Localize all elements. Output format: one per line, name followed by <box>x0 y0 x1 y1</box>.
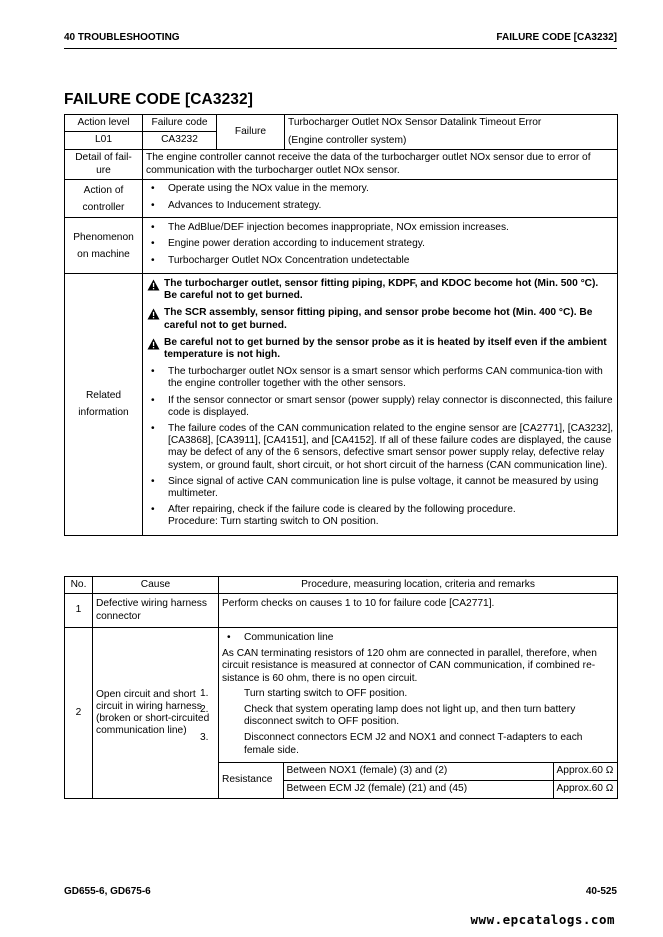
procedure-step <box>200 704 614 728</box>
warning-2 <box>146 307 614 331</box>
row-number: 1 <box>65 594 93 628</box>
warning-text: Be careful not to get burned by the sensor probe as it is heated by itself even if the ambient temperature is not high. <box>164 336 607 361</box>
header-code: FAILURE CODE [CA3232] <box>496 32 617 43</box>
phenomenon-label-text: Phenomenon on machine <box>73 231 134 260</box>
detail-label: Detail of fail-ure <box>65 150 143 180</box>
footer-page-number: 40-525 <box>585 886 617 897</box>
action-cell <box>143 180 618 218</box>
action-item: • Operate using the NOx value in the memory. <box>146 183 614 195</box>
step-number: 3. <box>200 732 209 744</box>
procedure-step <box>200 687 614 700</box>
section-title: 40 TROUBLESHOOTING <box>64 32 180 43</box>
related-item: • Since signal of active CAN communication line is pulse voltage, it cannot be measured by using multimeter. <box>146 476 614 500</box>
failure-desc-line1: Turbocharger Outlet NOx Sensor Datalink Timeout Error <box>288 117 542 129</box>
table-row <box>65 594 618 628</box>
measurement-between: Between NOX1 (female) (3) and (2) <box>283 762 553 780</box>
step-number: 1. <box>200 687 209 699</box>
action-item: • Advances to Inducement strategy. <box>146 200 614 212</box>
action-level-value: L01 <box>65 132 143 150</box>
related-label <box>65 274 143 536</box>
measurement-between: Between ECM J2 (female) (21) and (45) <box>283 780 553 798</box>
warning-icon <box>147 338 160 350</box>
related-cell <box>143 274 618 536</box>
col-header-procedure: Procedure, measuring location, criteria and remarks <box>219 577 618 594</box>
related-item: • The failure codes of the CAN communication related to the engine sensor are [CA2771], [CA3232], [CA3868], [CA3911], [CA4151], and [CA4152]. If all of these failure codes are displayed, the cause may be defect of any of the 6 sensors, defective smart sensor power supply relay, defective relay system, or ground fault, short circuit, or hot short circuit of the harness (CAN communication line). <box>146 423 614 472</box>
header-rule <box>64 48 617 49</box>
warning-icon <box>147 308 160 320</box>
related-item: • The turbocharger outlet NOx sensor is a smart sensor which performs CAN communica-tion with the engine controller together with the other sensors. <box>146 366 614 390</box>
row-cause: Defective wiring harness connector <box>93 594 219 628</box>
failure-description <box>285 115 618 150</box>
phenomenon-label <box>65 218 143 274</box>
footer-model: GD655-6, GD675-6 <box>64 886 151 897</box>
table-row <box>65 628 618 799</box>
watermark: www.epcatalogs.com <box>470 912 615 927</box>
related-procedure: Procedure: Turn starting switch to ON position. <box>168 516 379 528</box>
failure-info-table <box>64 114 618 536</box>
failure-code-label: Failure code <box>143 115 217 132</box>
measurement-value: Approx.60 Ω <box>553 762 617 780</box>
failure-code-value: CA3232 <box>143 132 217 150</box>
action-label <box>65 180 143 218</box>
col-header-no: No. <box>65 577 93 594</box>
page-header <box>64 32 617 46</box>
action-label-text: Action of controller <box>82 184 125 213</box>
warning-text: The SCR assembly, sensor fitting piping, and sensor probe become hot (Min. 400 °C). Be careful not to get burned. <box>164 307 593 331</box>
phenomenon-item: • Turbocharger Outlet NOx Concentration undetectable <box>146 255 614 267</box>
step-number: 2. <box>200 704 209 716</box>
warning-text: The turbocharger outlet, sensor fitting piping, KDPF, and KDOC become hot (Min. 500 °C). Be careful not to get burned. <box>164 278 599 302</box>
step-text: Disconnect connectors ECM J2 and NOX1 and connect T-adapters to each female side. <box>244 732 583 756</box>
row-procedure <box>200 628 618 799</box>
procedure-bullet: • Communication line <box>222 632 614 644</box>
resistance-label: Resistance <box>219 762 283 798</box>
phenomenon-cell <box>143 218 618 274</box>
warning-icon <box>147 279 160 291</box>
related-label-text: Related information <box>78 390 129 419</box>
row-number: 2 <box>65 628 93 799</box>
related-item-text: After repairing, check if the failure code is cleared by the following procedure. <box>168 504 516 516</box>
related-item: • If the sensor connector or smart sensor (power supply) relay connector is disconnected, this failure code is displayed. <box>146 395 614 419</box>
procedure-paragraph: As CAN terminating resistors of 120 ohm are connected in parallel, therefore, when circuit resistance is measured at connector of CAN communication, if combined re-sistance is 60 ohm, there is no open circuit. <box>222 648 597 684</box>
warning-1 <box>146 278 614 302</box>
detail-text: The engine controller cannot receive the data of the turbocharger outlet NOx sensor due to error of communication with the turbocharger outlet NOx sensor. <box>143 150 618 180</box>
measurement-value: Approx.60 Ω <box>553 780 617 798</box>
step-text: Check that system operating lamp does not light up, and then turn battery disconnect switch to OFF position. <box>244 704 576 728</box>
failure-desc-line2: (Engine controller system) <box>288 134 407 146</box>
phenomenon-item: • Engine power deration according to inducement strategy. <box>146 238 614 250</box>
page-title: FAILURE CODE [CA3232] <box>64 91 253 108</box>
phenomenon-item: • The AdBlue/DEF injection becomes inappropriate, NOx emission increases. <box>146 222 614 234</box>
col-header-cause: Cause <box>93 577 219 594</box>
warning-3 <box>146 337 614 361</box>
step-text: Turn starting switch to OFF position. <box>244 687 408 699</box>
action-level-label: Action level <box>65 115 143 132</box>
row-procedure: Perform checks on causes 1 to 10 for failure code [CA2771]. <box>219 594 618 628</box>
cause-table <box>64 576 618 799</box>
related-item <box>146 504 614 528</box>
resistance-table <box>219 762 617 799</box>
row-cause: Open circuit and short circuit in wiring harness (broken or short-circuited communication line) <box>93 628 219 799</box>
procedure-step <box>200 732 614 756</box>
failure-label: Failure <box>217 115 285 150</box>
